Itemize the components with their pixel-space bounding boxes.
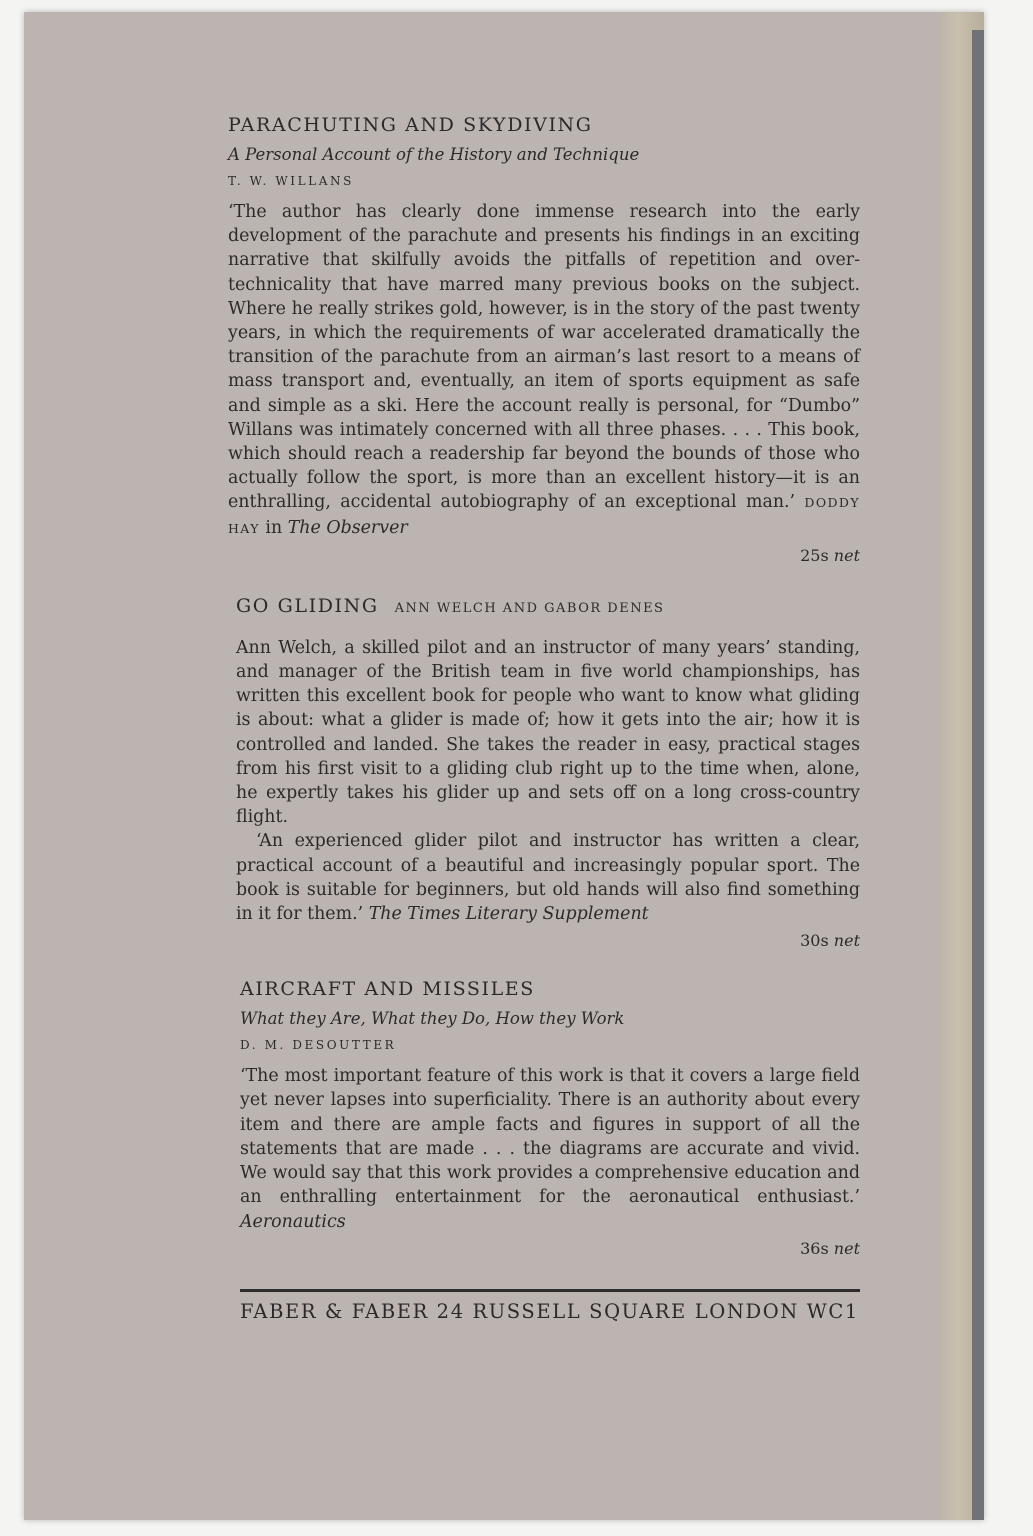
review-quote — [236, 829, 860, 926]
price-unit: net — [833, 931, 860, 951]
quote-text: ‘The author has clearly done immense research into the early development of the parachute and presents his findings in an exciting narrative that skilfully avoids the pitfalls of repetition and over-technicality that have marred many previous books on the subject. Where he really strikes gold, however, is in the story of the past twenty years, in which the requirements of war accelerated dramatically the transition of the parachute from an airman’s last resort to a means of mass transport and, eventually, an item of sports equipment as safe and simple as a ski. Here the account really is personal, for “Dumbo” Willans was intimately concerned with all three phases. . . . This book, which should reach a readership far beyond the bounds of those who actually follow the sport, is more than an excellent history—it is an enthralling, accidental autobiography of an exceptional man.’ — [228, 202, 860, 513]
reviewer-name: DODDY HAY — [228, 495, 860, 536]
review-source: The Times Literary Supplement — [368, 904, 649, 925]
book-title: PARACHUTING AND SKYDIVING — [228, 114, 593, 136]
book-author: D. M. DESOUTTER — [240, 1038, 397, 1053]
quote-text: ‘The most important feature of this work is that it covers a large field yet never lapses into superficiality. There is an authority about every item and there are ample facts and figures in support of all the statements that are made . . . the diagrams are accurate and vivid. We would say that this work provides a comprehensive education and an enthralling entertainment for the aeronautical enthusiast.’ — [240, 1066, 860, 1208]
book-subtitle: A Personal Account of the History and Technique — [228, 145, 640, 164]
review-quote — [240, 1064, 860, 1233]
price-amount: 36s — [800, 1238, 829, 1258]
book-price — [236, 930, 860, 952]
book-board-edge — [972, 30, 984, 1520]
book-title: AIRCRAFT AND MISSILES — [240, 978, 535, 1001]
price-unit: net — [833, 545, 860, 565]
quote-text: ‘An experienced glider pilot and instructor has written a clear, practical account of a beautiful and increasingly popular sport. The book is suitable for beginners, but old hands will also find something in it for them.’ — [236, 831, 860, 925]
footer-rule — [240, 1289, 860, 1292]
book-price — [228, 545, 860, 567]
publisher-footer: FABER & FABER 24 RUSSELL SQUARE LONDON WC1 — [240, 1300, 859, 1323]
review-quote — [228, 200, 860, 541]
book-price — [240, 1238, 860, 1260]
book-subtitle: What they Are, What they Do, How they Work — [240, 1009, 625, 1029]
book-aircraft-missiles — [228, 976, 860, 1259]
book-title-text: GO GLIDING — [236, 594, 379, 617]
price-amount: 25s — [800, 545, 829, 565]
book-parachuting — [228, 112, 860, 567]
jacket-text — [228, 112, 860, 1260]
book-go-gliding — [228, 593, 860, 952]
in-word: in — [265, 517, 283, 538]
book-description: Ann Welch, a skilled pilot and an instructor of many years’ standing, and manager of the British team in five world championships, has written this excellent book for people who want to know what gliding is about: what a glider is made of; how it gets into the air; how it is controlled and landed. She takes the reader in easy, practical stages from his first visit to a gliding club right up to the time when, alone, he expertly takes his glider up and sets off on a long cross-country flight. — [236, 637, 860, 828]
review-source: The Observer — [287, 517, 408, 538]
book-title — [236, 593, 860, 622]
book-authors: ANN WELCH AND GABOR DENES — [394, 600, 665, 616]
price-unit: net — [833, 1238, 860, 1258]
book-author: T. W. WILLANS — [228, 174, 354, 188]
review-source: Aeronautics — [240, 1211, 346, 1232]
price-amount: 30s — [800, 931, 829, 951]
